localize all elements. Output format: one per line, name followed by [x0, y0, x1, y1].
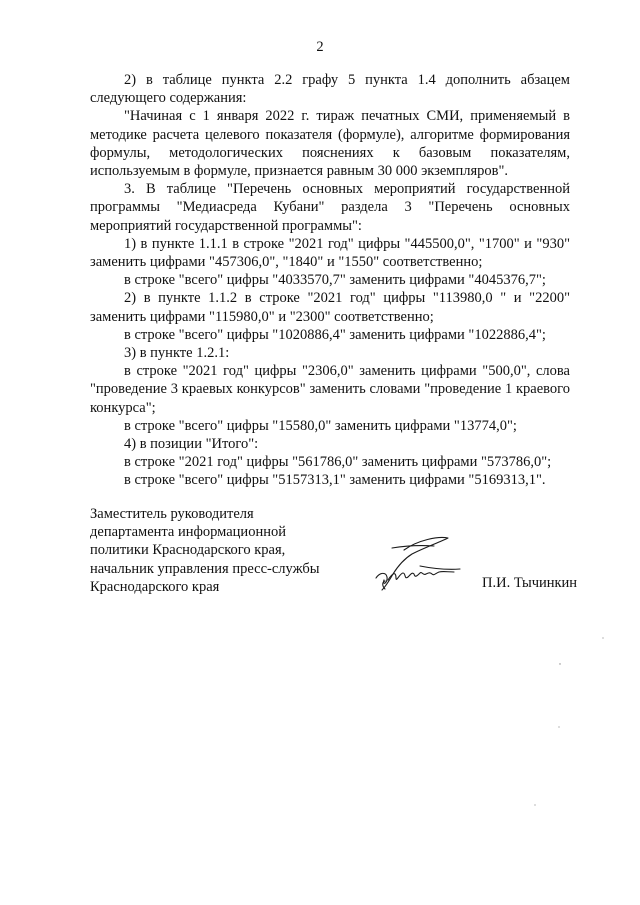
- handwritten-signature: [360, 528, 480, 598]
- paragraph-subitem-3: 3) в пункте 1.2.1:: [124, 345, 230, 362]
- position-line: Заместитель руководителя: [90, 506, 254, 522]
- paragraph-subitem-4-year: в строке "2021 год" цифры "561786,0" заменить цифрами "573786,0";: [124, 454, 552, 471]
- position-line: департамента информационной: [90, 524, 286, 541]
- paragraph-subitem-4: 4) в позиции "Итого":: [124, 436, 259, 453]
- page-number: 2: [316, 39, 324, 55]
- paragraph-quoted-text: "Начиная с 1 января 2022 г. тираж печатных СМИ, применяемый в методике расчета целевого показателя (формуле), алгоритме формирования формулы, методологических пояснениях к базовым показателям, используемым в формуле, признается равным 30 000 экземпляров".: [90, 108, 570, 180]
- paragraph-subitem-4-total: в строке "всего" цифры "5157313,1" заменить цифрами "5169313,1".: [124, 472, 546, 489]
- position-line: начальник управления пресс-службы: [90, 560, 320, 577]
- position-line: политики Краснодарского края,: [90, 542, 286, 559]
- paragraph-subitem-3-total: в строке "всего" цифры "15580,0" заменить цифрами "13774,0";: [124, 417, 517, 434]
- position-line: Краснодарского края: [90, 578, 220, 595]
- paragraph-subitem-3-year: в строке "2021 год" цифры "2306,0" заменить цифрами "500,0", слова "проведение 3 краевых конкурсов" заменить словами "проведение 1 краевого конкурса";: [90, 363, 570, 416]
- paragraph-subitem-2-total: в строке "всего" цифры "1020886,4" заменить цифрами "1022886,4";: [124, 326, 546, 343]
- signatory-position: [90, 505, 390, 596]
- paragraph-subitem-1-total: в строке "всего" цифры "4033570,7" заменить цифрами "4045376,7";: [124, 272, 546, 289]
- paragraph-item-2: 2) в таблице пункта 2.2 графу 5 пункта 1.4 дополнить абзацем следующего содержания:: [90, 72, 570, 107]
- paragraph-item-3-heading: 3. В таблице "Перечень основных мероприятий государственной программы "Медиасреда Кубани" раздела 3 "Перечень основных мероприятий государственной программы":: [90, 181, 570, 234]
- document-body: [90, 71, 570, 490]
- signer-name: П.И. Тычинкин: [482, 575, 578, 591]
- paragraph-subitem-1: 1) в пункте 1.1.1 в строке "2021 год" цифры "445500,0", "1700" и "930" заменить цифрами "457306,0", "1840" и "1550" соответственно;: [90, 235, 570, 271]
- paragraph-subitem-2: 2) в пункте 1.1.2 в строке "2021 год" цифры "113980,0 " и "2200" заменить цифрами "115980,0" и "2300" соответственно;: [90, 290, 570, 325]
